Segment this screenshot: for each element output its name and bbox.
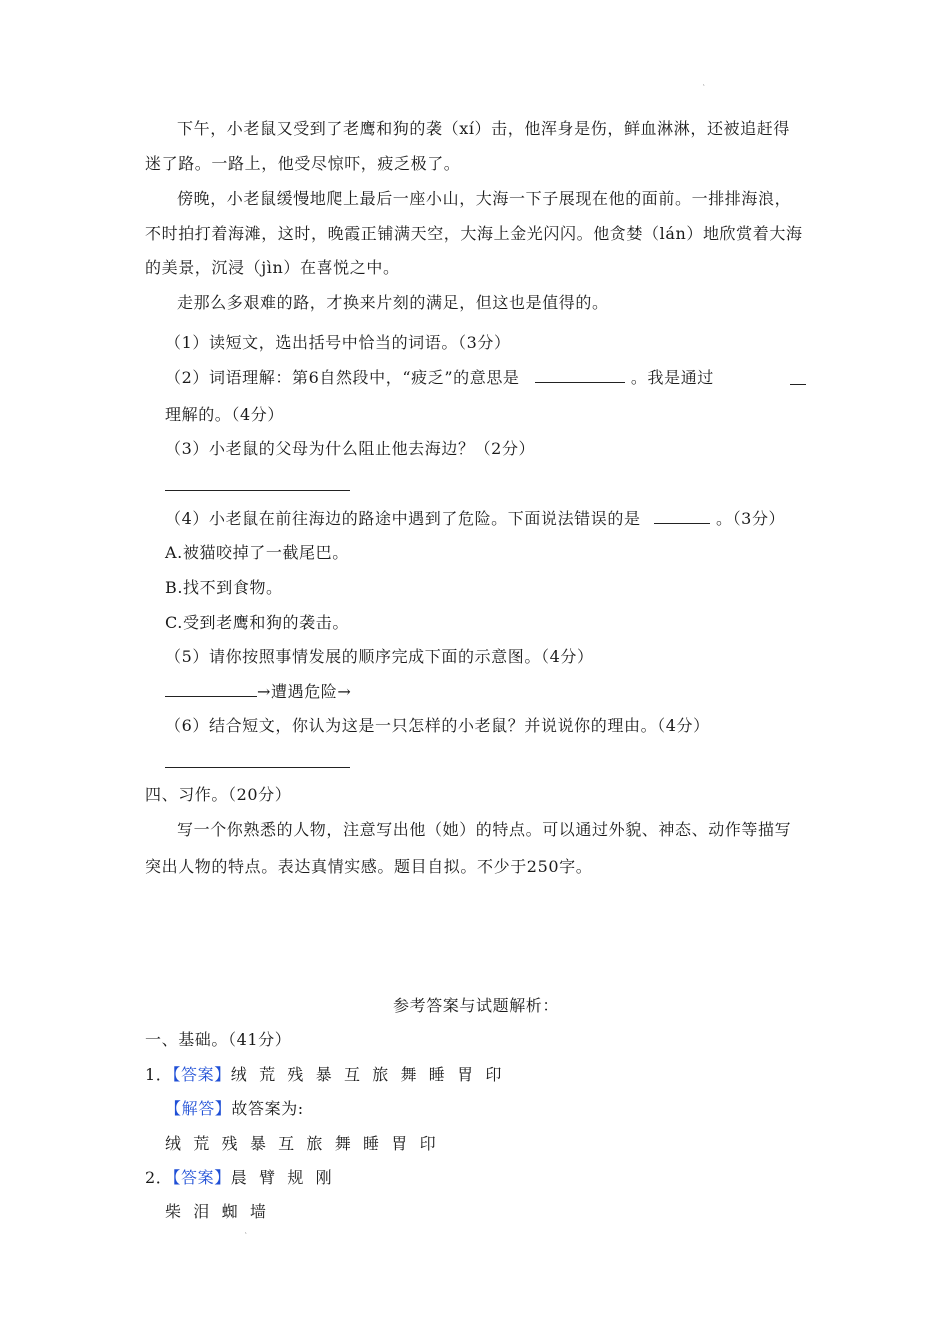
passage-p3-line1: 走那么多艰难的路，才换来片刻的满足，但这也是值得的。 xyxy=(177,293,609,312)
answer-line-q3[interactable] xyxy=(165,490,350,491)
answer-item-2 xyxy=(145,1167,332,1189)
answer-tag-2: 【答案】 xyxy=(172,1168,231,1187)
question-6: （6）结合短文，你认为这是一只怎样的小老鼠？并说说你的理由。（4分） xyxy=(165,716,710,735)
passage-p1-line1: 下午，小老鼠又受到了老鹰和狗的袭（xí）击，他浑身是伤，鲜血淋淋，还被追赶得 xyxy=(177,119,790,138)
answer-tag: 【答案】 xyxy=(172,1065,231,1084)
answer-blank-meaning[interactable] xyxy=(535,366,625,383)
answer-item-2-number: 2． xyxy=(145,1168,173,1187)
answer-blank-q5[interactable] xyxy=(165,680,257,697)
question-1: （1）读短文，选出括号中恰当的词语。（3分） xyxy=(165,333,511,352)
answer-item-1-number: 1． xyxy=(145,1065,173,1084)
section-4-line2: 突出人物的特点。表达真情实感。题目自拟。不少于250字。 xyxy=(145,857,593,876)
question-2-text-b: 。我是通过 xyxy=(630,368,714,387)
section-4-heading: 四、习作。（20分） xyxy=(145,785,292,804)
analysis-tag: 【解答】 xyxy=(165,1099,232,1118)
passage-p2-line3: 的美景，沉浸（jìn）在喜悦之中。 xyxy=(145,258,400,277)
answer-item-1-text: 绒 荒 残 暴 互 旅 舞 睡 胃 印 xyxy=(230,1065,502,1084)
question-2-text-a: （2）词语理解：第6自然段中，“疲乏”的意思是 xyxy=(165,368,520,387)
answer-item-1 xyxy=(145,1064,502,1086)
question-4-text-a: （4）小老鼠在前往海边的路途中遇到了危险。下面说法错误的是 xyxy=(165,509,641,528)
answer-blank-q4[interactable] xyxy=(654,507,710,524)
passage-p1-line2: 迷了路。一路上，他受尽惊吓，疲乏极了。 xyxy=(145,154,461,173)
question-5: （5）请你按照事情发展的顺序完成下面的示意图。（4分） xyxy=(165,647,594,666)
question-4 xyxy=(165,507,785,530)
page-mark-bottom: ˛ xyxy=(244,1226,248,1234)
analysis-text: 故答案为: xyxy=(231,1099,304,1118)
question-4-text-b: 。（3分） xyxy=(715,509,786,528)
q4-option-a: A.被猫咬掉了一截尾巴。 xyxy=(165,543,349,562)
answer-item-1-repeat: 绒 荒 残 暴 互 旅 舞 睡 胃 印 xyxy=(165,1134,437,1153)
section-4-line1: 写一个你熟悉的人物，注意写出他（她）的特点。可以通过外貌、神态、动作等描写 xyxy=(177,820,792,839)
q4-option-c: C.受到老鹰和狗的袭击。 xyxy=(165,613,349,632)
q5-diagram-text: →遭遇危险→ xyxy=(257,682,352,701)
question-3: （3）小老鼠的父母为什么阻止他去海边？（2分） xyxy=(165,439,536,458)
answer-line-q6[interactable] xyxy=(165,767,350,768)
q5-diagram xyxy=(165,680,351,703)
answers-section-1: 一、基础。（41分） xyxy=(145,1030,292,1049)
passage-p2-line2: 不时拍打着海滩，这时，晚霞正铺满天空，大海上金光闪闪。他贪婪（lán）地欣赏着大海 xyxy=(145,224,803,243)
answer-item-1-analysis xyxy=(165,1098,304,1120)
page-mark-top: ˛ xyxy=(702,78,706,86)
answers-title: 参考答案与试题解析： xyxy=(393,996,560,1015)
answer-item-2-line2: 柴 泪 蜘 墙 xyxy=(165,1202,267,1221)
passage-p2-line1: 傍晚，小老鼠缓慢地爬上最后一座小山，大海一下子展现在他的面前。一排排海浪， xyxy=(177,189,792,208)
question-2-line1 xyxy=(165,366,714,389)
question-2-line2: 理解的。（4分） xyxy=(165,405,284,424)
q4-option-b: B.找不到食物。 xyxy=(165,578,283,597)
answer-blank-method[interactable] xyxy=(790,384,806,385)
answer-item-2-text: 晨 臂 规 刚 xyxy=(230,1168,333,1187)
